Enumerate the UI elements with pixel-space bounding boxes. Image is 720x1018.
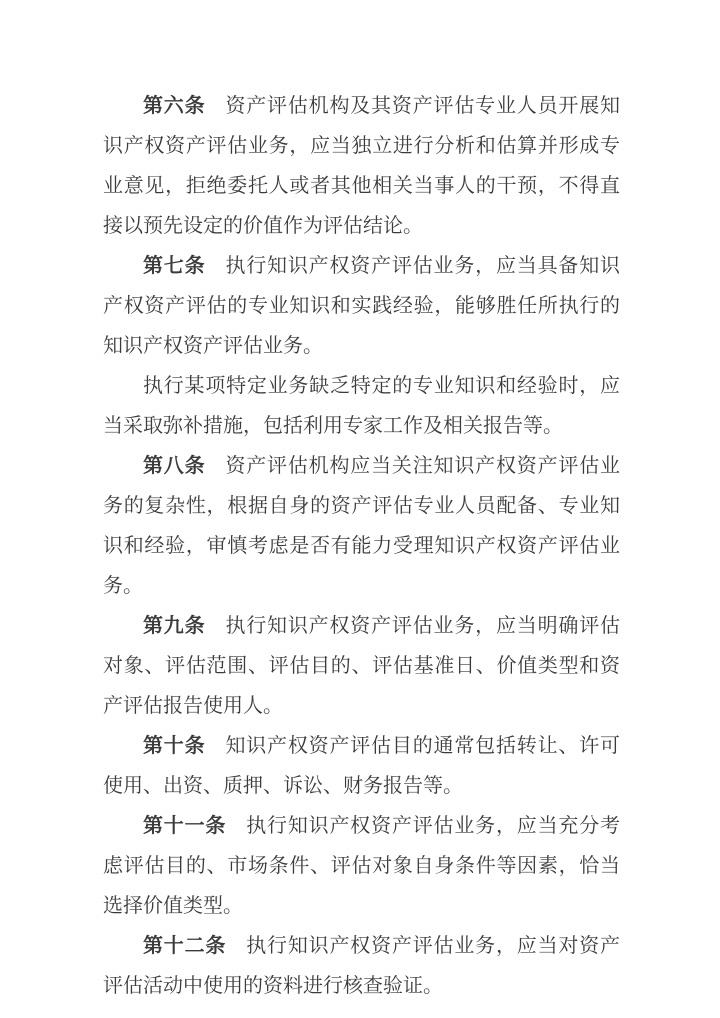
paragraph <box>103 445 620 605</box>
article-text: 执行某项特定业务缺乏特定的专业知识和经验时，应当采取弥补措施，包括利用专家工作及相关报告等。 <box>103 373 620 437</box>
article-number: 第六条 <box>143 93 206 117</box>
article-number: 第七条 <box>143 253 206 277</box>
article-text: 执行知识产权资产评估业务，应当对资产评估活动中使用的资料进行核查验证。 <box>103 933 621 997</box>
document-content <box>103 85 620 1005</box>
article-number: 第十条 <box>143 733 206 757</box>
paragraph <box>103 805 620 925</box>
article-text: 资产评估机构及其资产评估专业人员开展知识产权资产评估业务，应当独立进行分析和估算并形成专业意见，拒绝委托人或者其他相关当事人的干预，不得直接以预先设定的价值作为评估结论。 <box>103 93 621 237</box>
paragraph <box>103 365 620 445</box>
article-number: 第十一条 <box>143 813 227 837</box>
article-number: 第九条 <box>143 613 206 637</box>
paragraph <box>103 725 620 805</box>
paragraph <box>103 245 620 365</box>
paragraph <box>103 605 620 725</box>
article-text: 资产评估机构应当关注知识产权资产评估业务的复杂性，根据自身的资产评估专业人员配备、专业知识和经验，审慎考虑是否有能力受理知识产权资产评估业务。 <box>103 453 621 597</box>
article-text: 执行知识产权资产评估业务，应当具备知识产权资产评估的专业知识和实践经验，能够胜任所执行的知识产权资产评估业务。 <box>103 253 621 357</box>
article-text: 执行知识产权资产评估业务，应当明确评估对象、评估范围、评估目的、评估基准日、价值类型和资产评估报告使用人。 <box>103 613 621 717</box>
article-number: 第八条 <box>143 453 206 477</box>
paragraph <box>103 925 620 1005</box>
paragraph <box>103 85 620 245</box>
article-text: 知识产权资产评估目的通常包括转让、许可使用、出资、质押、诉讼、财务报告等。 <box>103 733 621 797</box>
article-text: 执行知识产权资产评估业务，应当充分考虑评估目的、市场条件、评估对象自身条件等因素，恰当选择价值类型。 <box>103 813 621 917</box>
article-number: 第十二条 <box>143 933 227 957</box>
